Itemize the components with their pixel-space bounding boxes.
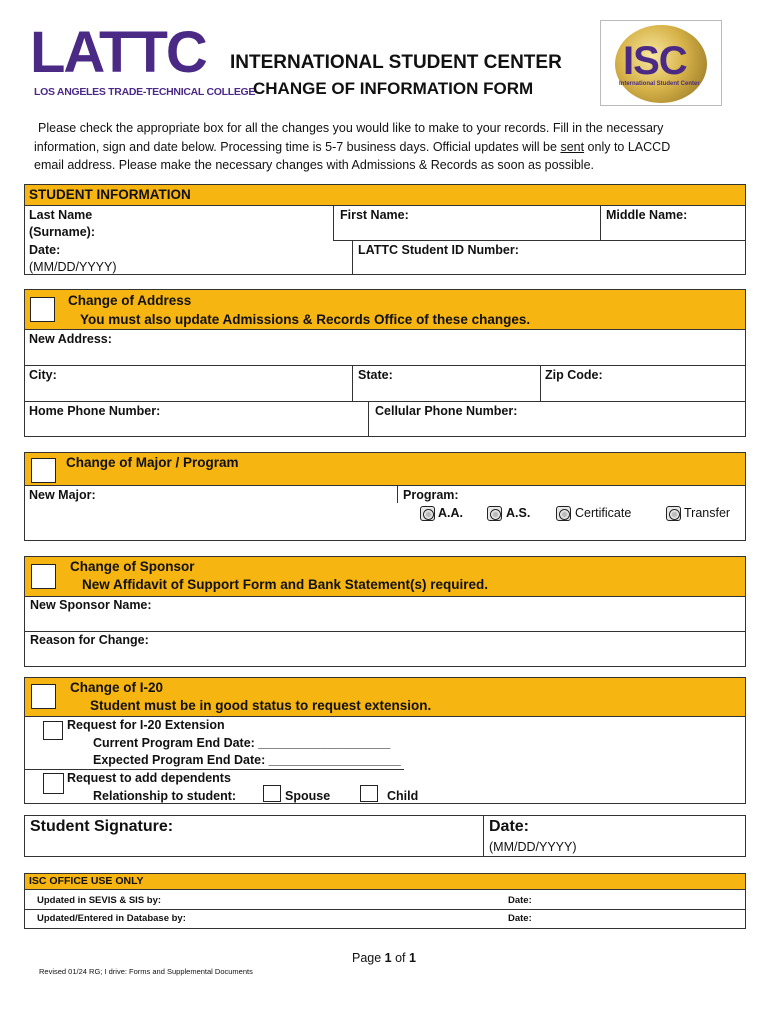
reason-field[interactable] — [165, 633, 740, 663]
home-phone-label: Home Phone Number: — [29, 404, 161, 418]
date-field[interactable] — [130, 243, 345, 272]
city-field[interactable] — [65, 367, 347, 398]
program-certificate-radio[interactable] — [556, 506, 571, 521]
child-checkbox[interactable] — [360, 785, 378, 802]
new-sponsor-field[interactable] — [165, 598, 740, 628]
new-major-label: New Major: — [29, 488, 96, 502]
new-address-label: New Address: — [29, 332, 112, 346]
program-transfer-label: Transfer — [684, 506, 731, 520]
new-sponsor-label: New Sponsor Name: — [30, 598, 152, 612]
major-heading: Change of Major / Program — [66, 455, 239, 470]
city-label: City: — [29, 368, 57, 382]
state-field[interactable] — [400, 367, 535, 398]
date-label: Date: — [29, 243, 61, 257]
signature-date-label: Date: — [489, 818, 530, 835]
last-name-label: Last Name — [29, 208, 93, 222]
database-label: Updated/Entered in Database by: — [37, 913, 186, 924]
first-name-label: First Name: — [340, 208, 409, 222]
program-label: Program: — [403, 488, 459, 502]
sponsor-heading: Change of Sponsor — [70, 559, 195, 574]
isc-logo-subtitle: International Student Center — [619, 81, 700, 87]
date-format-label: (MM/DD/YYYY) — [29, 260, 117, 274]
lattc-logo — [30, 20, 256, 102]
cell-phone-field[interactable] — [530, 403, 740, 434]
office-date-2-label: Date: — [508, 913, 532, 924]
office-header — [24, 873, 746, 890]
address-heading: Change of Address — [68, 293, 192, 308]
form-subtitle: CHANGE OF INFORMATION FORM — [253, 79, 534, 98]
spouse-checkbox[interactable] — [263, 785, 281, 802]
address-checkbox[interactable] — [30, 297, 55, 322]
last-name-field[interactable] — [120, 208, 328, 238]
middle-name-label: Middle Name: — [606, 208, 688, 222]
current-end-date-label: Current Program End Date: ___________________ — [93, 736, 391, 750]
signature-date-format: (MM/DD/YYYY) — [489, 840, 577, 854]
student-info-heading: STUDENT INFORMATION — [29, 187, 191, 202]
dependents-checkbox[interactable] — [43, 773, 64, 794]
expected-end-date-label: Expected Program End Date: ___________________ — [93, 753, 401, 767]
child-label: Child — [387, 789, 419, 803]
student-signature-field[interactable] — [190, 818, 478, 854]
extension-label: Request for I-20 Extension — [67, 718, 225, 732]
student-info-header — [24, 184, 746, 206]
state-label: State: — [358, 368, 393, 382]
address-subheading: You must also update Admissions & Records Office of these changes. — [80, 312, 531, 327]
student-signature-label: Student Signature: — [30, 818, 174, 835]
zip-label: Zip Code: — [545, 368, 603, 382]
intro-line-3: email address. Please make the necessary changes with Admissions & Records as soon as possible. — [34, 158, 595, 172]
cell-phone-label: Cellular Phone Number: — [375, 404, 518, 418]
lattc-logo-subtitle: LOS ANGELES TRADE-TECHNICAL COLLEGE — [34, 86, 256, 98]
dependents-label: Request to add dependents — [67, 771, 231, 785]
student-id-field[interactable] — [530, 243, 742, 272]
program-as-radio[interactable] — [487, 506, 502, 521]
office-heading: ISC OFFICE USE ONLY — [29, 875, 144, 887]
isc-logo — [600, 20, 722, 106]
revision-note: Revised 01/24 RG; I drive: Forms and Supplemental Documents — [39, 967, 253, 976]
lattc-logo-mark: LATTC — [30, 20, 206, 85]
sponsor-checkbox[interactable] — [31, 564, 56, 589]
program-aa-label: A.A. — [438, 506, 463, 520]
first-name-field[interactable] — [420, 208, 595, 238]
expected-end-date-field[interactable] — [277, 753, 405, 767]
sevis-label: Updated in SEVIS & SIS by: — [37, 895, 162, 906]
signature-date-field[interactable] — [540, 818, 740, 838]
intro-text — [34, 119, 734, 175]
extension-checkbox[interactable] — [43, 721, 63, 740]
spouse-label: Spouse — [285, 789, 331, 803]
current-end-date-field[interactable] — [272, 736, 404, 750]
home-phone-field[interactable] — [170, 403, 363, 434]
new-major-field[interactable] — [110, 488, 392, 536]
program-certificate-label: Certificate — [575, 506, 632, 520]
sponsor-subheading: New Affidavit of Support Form and Bank Statement(s) required. — [82, 577, 489, 592]
surname-label: (Surname): — [29, 225, 95, 239]
major-checkbox[interactable] — [31, 458, 56, 483]
i20-checkbox[interactable] — [31, 684, 56, 709]
program-as-label: A.S. — [506, 506, 531, 520]
intro-line-1: Please check the appropriate box for all the changes you would like to make to your records. Fill in the necessary — [38, 121, 664, 135]
i20-subheading: Student must be in good status to request extension. — [90, 698, 432, 713]
program-transfer-radio[interactable] — [666, 506, 681, 521]
i20-heading: Change of I-20 — [70, 680, 164, 695]
intro-line-2: information, sign and date below. Processing time is 5-7 business days. Official updates will be sent only to LACCD — [34, 139, 671, 154]
middle-name-field[interactable] — [700, 208, 742, 238]
student-id-label: LATTC Student ID Number: — [358, 243, 519, 257]
zip-field[interactable] — [610, 367, 740, 398]
new-address-field[interactable] — [120, 331, 740, 362]
relationship-label: Relationship to student: — [93, 789, 237, 803]
form-title: INTERNATIONAL STUDENT CENTER — [230, 52, 562, 73]
program-aa-radio[interactable] — [420, 506, 435, 521]
reason-label: Reason for Change: — [30, 633, 149, 647]
office-date-1-label: Date: — [508, 895, 532, 906]
page-number: Page 1 of 1 — [352, 951, 416, 965]
isc-logo-mark: ISC — [623, 39, 687, 83]
